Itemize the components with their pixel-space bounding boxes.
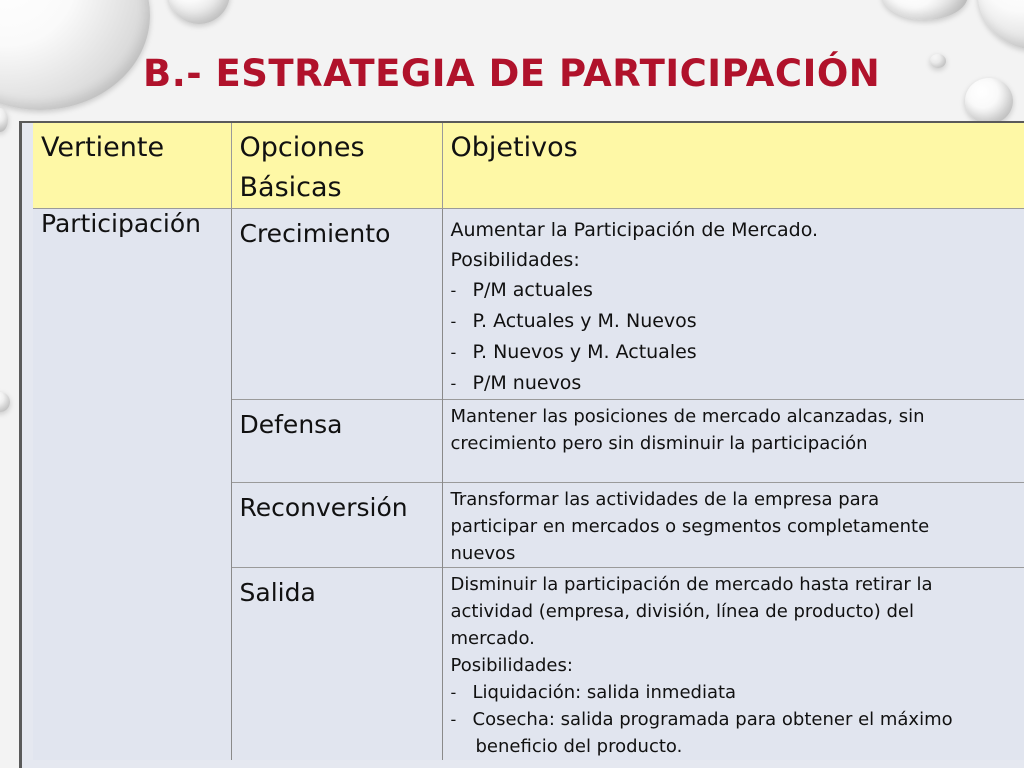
bullet-continuation: beneficio del producto.	[475, 736, 683, 757]
objective-line: Transformar las actividades de la empresa para	[450, 489, 880, 510]
decorative-bubble	[0, 0, 150, 110]
objective-cell	[442, 400, 1024, 483]
objective-line: Disminuir la participación de mercado hasta retirar la	[450, 574, 933, 595]
header-vertiente: Vertiente	[33, 123, 231, 209]
decorative-bubble	[978, 0, 1024, 50]
option-cell: Crecimiento	[231, 209, 442, 400]
bullet-item: - P. Actuales y M. Nuevos	[450, 310, 697, 332]
option-cell: Defensa	[231, 400, 442, 483]
objective-cell	[442, 483, 1024, 568]
objective-line: Mantener las posiciones de mercado alcanzadas, sin	[450, 406, 925, 427]
option-cell: Salida	[231, 568, 442, 761]
decorative-bubble	[882, 0, 968, 20]
bullet-item: - Liquidación: salida inmediata	[450, 682, 737, 703]
decorative-bubble	[0, 108, 8, 132]
decorative-bubble	[0, 392, 10, 412]
bullet-item: - P. Nuevos y M. Actuales	[450, 341, 697, 363]
objective-line: actividad (empresa, división, línea de producto) del	[450, 601, 914, 622]
table-header-row	[33, 123, 1024, 209]
slide-title: B.- ESTRATEGIA DE PARTICIPACIÓN	[143, 52, 881, 95]
header-objetivos: Objetivos	[442, 123, 1024, 209]
decorative-bubble	[965, 78, 1013, 124]
bullet-item: - P/M actuales	[450, 279, 593, 301]
objective-cell	[442, 568, 1024, 761]
objective-line: nuevos	[450, 543, 516, 564]
bullet-item: - Cosecha: salida programada para obtener el máximo	[450, 709, 953, 730]
objective-line: crecimiento pero sin disminuir la participación	[450, 433, 868, 454]
objective-line: Posibilidades:	[450, 249, 580, 271]
option-cell: Reconversión	[231, 483, 442, 568]
objective-line: Posibilidades:	[450, 655, 573, 676]
header-opciones: Opciones Básicas	[231, 123, 442, 209]
vertiente-cell: Participación	[33, 209, 231, 761]
objective-line: Aumentar la Participación de Mercado.	[450, 219, 819, 241]
decorative-bubble	[168, 0, 230, 24]
bullet-item: - P/M nuevos	[450, 372, 582, 394]
table-row	[33, 209, 1024, 400]
objective-line: mercado.	[450, 628, 535, 649]
decorative-bubble	[930, 54, 946, 68]
strategy-table	[33, 123, 1024, 760]
objective-line: participar en mercados o segmentos completamente	[450, 516, 930, 537]
objective-cell	[442, 209, 1024, 400]
